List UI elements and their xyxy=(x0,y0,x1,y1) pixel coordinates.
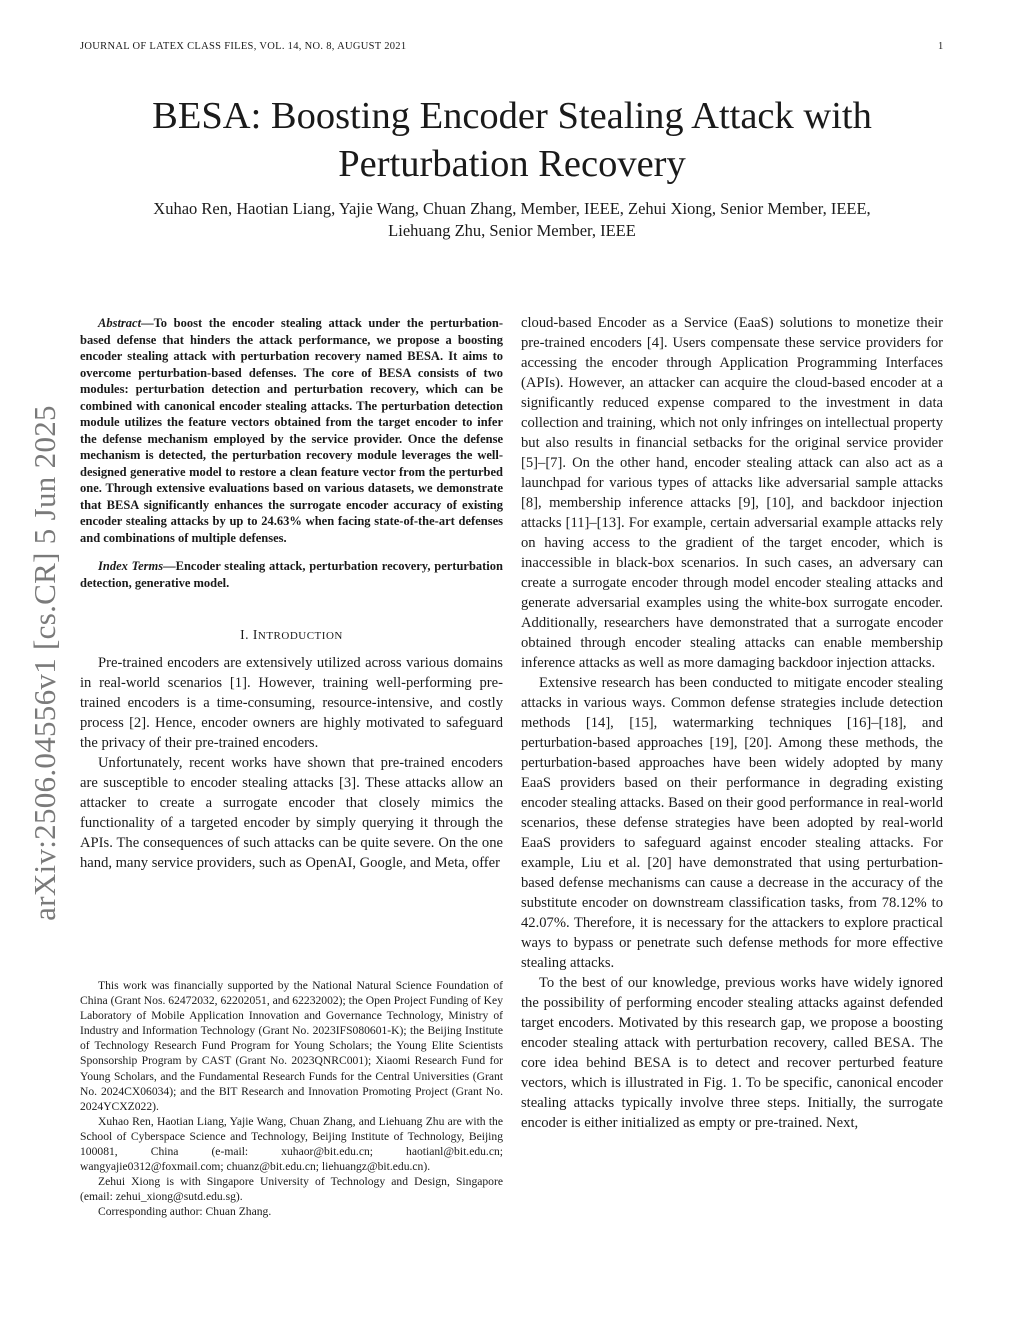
intro-paragraph-besa: To the best of our knowledge, previous works have widely ignored the possibility of performing encoder stealing attacks against defended target encoders. Motivated by this research gap, we propose a boosting encoder stealing attack with perturbation recovery, called BESA. The core idea behind BESA is to detect and recover perturbed feature vectors, which is illustrated in Fig. 1. To be specific, canonical encoder stealing attacks typically involve three steps. Initially, the surrogate encoder is either initialized as empty or pre-trained. Next, xyxy=(521,975,943,1131)
intro-paragraph-2: Unfortunately, recent works have shown that pre-trained encoders are susceptible to encoder stealing attacks [3]. These attacks allow an attacker to create a surrogate encoder that closely mimics the functionality of a targeted encoder by simply querying it through the APIs. The consequences of such attacks can be quite severe. On the one hand, many service providers, such as OpenAI, Google, and Meta, offer xyxy=(80,755,503,871)
abstract-text: To boost the encoder stealing attack under the perturbation-based defense that hinders the attack performance, we propose a boosting encoder stealing attack with perturbation recovery named BESA. It aims to overcome perturbation-based defenses. The core of BESA consists of two modules: perturbation detection and perturbation recovery, which can be combined with canonical encoder stealing attacks. The perturbation detection module utilizes the feature vectors obtained from the target encoder to infer the defense mechanism employed by the service provider. Once the defense mechanism is detected, the perturbation recovery module leverages the well-designed generative model to restore a clean feature vector from the perturbed one. Through extensive evaluations based on various datasets, we demonstrate that BESA significantly enhances the surrogate encoder accuracy of existing encoder stealing attacks by up to 24.63% when facing state-of-the-art defenses and combinations of multiple defenses. xyxy=(80,316,503,545)
footnote-funding: This work was financially supported by the National Natural Science Foundation of China (Grant Nos. 62472032, 62202051, and 62232002); the Open Project Funding of Key Laboratory of Mobile Application Innovation and Governance Technology, Ministry of Industry and Information Technology (Grant No. 2023IFS080601-K); the Beijing Institute of Technology Research Fund Program for Young Scholars; the Young Elite Scientists Sponsorship Program by CAST (Grant No. 2023QNRC001); Xiaomi Research Fund for Young Scholars, and the Fundamental Research Funds for the Central Universities (Grant No. 2024CX06034); and the BIT Research and Innovation Promoting Project (Grant No. 2024YCXZ022). xyxy=(80,979,503,1113)
authors-line-2: Liehuang Zhu, Senior Member, IEEE xyxy=(388,221,636,240)
abstract-label: Abstract xyxy=(98,316,142,330)
footnote-affiliation-sutd: Zehui Xiong is with Singapore University of Technology and Design, Singapore (email: zehui_xiong@sutd.edu.sg). xyxy=(80,1175,503,1204)
running-header: JOURNAL OF LATEX CLASS FILES, VOL. 14, NO. 8, AUGUST 2021 xyxy=(80,41,407,52)
abstract xyxy=(80,315,503,546)
intro-paragraph-defenses: Extensive research has been conducted to mitigate encoder stealing attacks in various ways. Common defense strategies include detection methods [14], [15], watermarking techniques [16]–[18], and perturbation-based approaches [19], [20]. Among these methods, the perturbation-based approaches have been widely adopted by many EaaS providers based on their performance in degrading existing encoder stealing attacks. Based on their good performance in real-world scenarios, these defense strategies have been adopted by real-world EaaS providers to safeguard against encoder stealing attacks. For example, Liu et al. [20] have demonstrated that using perturbation-based defense mechanisms can cause a decrease in the accuracy of the substitute encoder on downstream classification tasks, from 78.12% to 42.07%. Therefore, it is necessary for the attackers to explore practical ways to bypass or penetrate such defense methods for more effective stealing attacks. xyxy=(521,675,943,971)
intro-paragraph-continued: cloud-based Encoder as a Service (EaaS) solutions to monetize their pre-trained encoders [4]. Users compensate these service providers for accessing the encoder through Application Programming Interfaces (APIs). However, an attacker can acquire the cloud-based encoder at a significantly reduced expense compared to the investment in data collection and training, which not only infringes on intellectual property but also results in financial setbacks for the original service provider [5]–[7]. On the other hand, encoder stealing attack can also act as a launchpad for various types of attacks like adversarial sample attacks [8], membership inference attacks [9], [10], and backdoor injection attacks [11]–[13]. For example, certain adversarial example attacks rely on having access to the gradient of the target encoder, which is inaccessible in black-box scenarios. In such cases, an adversary can create a surrogate encoder through model encoder stealing attacks and generate adversarial examples using the white-box surrogate encoder. Additionally, researchers have demonstrated that a surrogate encoder obtained through encoder stealing attacks can enable membership inference attacks as well as more damaging backdoor injection attacks. xyxy=(521,315,943,671)
section-heading-introduction xyxy=(80,627,503,643)
abstract-dash: — xyxy=(141,316,154,330)
right-column xyxy=(521,313,943,1133)
index-terms-label: Index Terms xyxy=(98,559,164,573)
section-title-initial: I xyxy=(252,627,258,642)
authors-line-1: Xuhao Ren, Haotian Liang, Yajie Wang, Chuan Zhang, Member, IEEE, Zehui Xiong, Senior Member, IEEE, xyxy=(153,199,871,218)
footnote-corresponding-author: Corresponding author: Chuan Zhang. xyxy=(98,1205,272,1219)
paper-title xyxy=(80,92,944,188)
footnotes xyxy=(80,978,503,1220)
left-column xyxy=(80,315,503,873)
title-line-1: BESA: Boosting Encoder Stealing Attack with xyxy=(152,95,872,137)
section-title-rest: NTRODUCTION xyxy=(257,630,343,642)
index-terms xyxy=(80,558,503,591)
intro-paragraph-1: Pre-trained encoders are extensively utilized across various domains in real-world scenarios [1]. However, training well-performing pre-trained encoders is a time-consuming, resource-intensive, and costly process [2]. Hence, encoder owners are highly motivated to safeguard the privacy of their pre-trained encoders. xyxy=(80,655,503,751)
index-terms-text: Encoder stealing attack, perturbation recovery, perturbation detection, generative model. xyxy=(80,559,503,590)
index-terms-dash: — xyxy=(163,559,176,573)
section-number: I. xyxy=(240,627,250,642)
page-number: 1 xyxy=(938,41,944,52)
author-list xyxy=(80,198,944,242)
title-line-2: Perturbation Recovery xyxy=(338,143,686,185)
arxiv-identifier: arXiv:2506.04556v1 [cs.CR] 5 Jun 2025 xyxy=(27,405,62,921)
footnote-affiliation-bit: Xuhao Ren, Haotian Liang, Yajie Wang, Chuan Zhang, and Liehuang Zhu are with the School of Cyberspace Science and Technology, Beijing Institute of Technology, Beijing 100081, China (e-mail: xuhaor@bit.edu.cn; haotianl@bit.edu.cn; wangyajie0312@foxmail.com; chuanz@bit.edu.cn; liehuangz@bit.edu.cn). xyxy=(80,1114,503,1174)
